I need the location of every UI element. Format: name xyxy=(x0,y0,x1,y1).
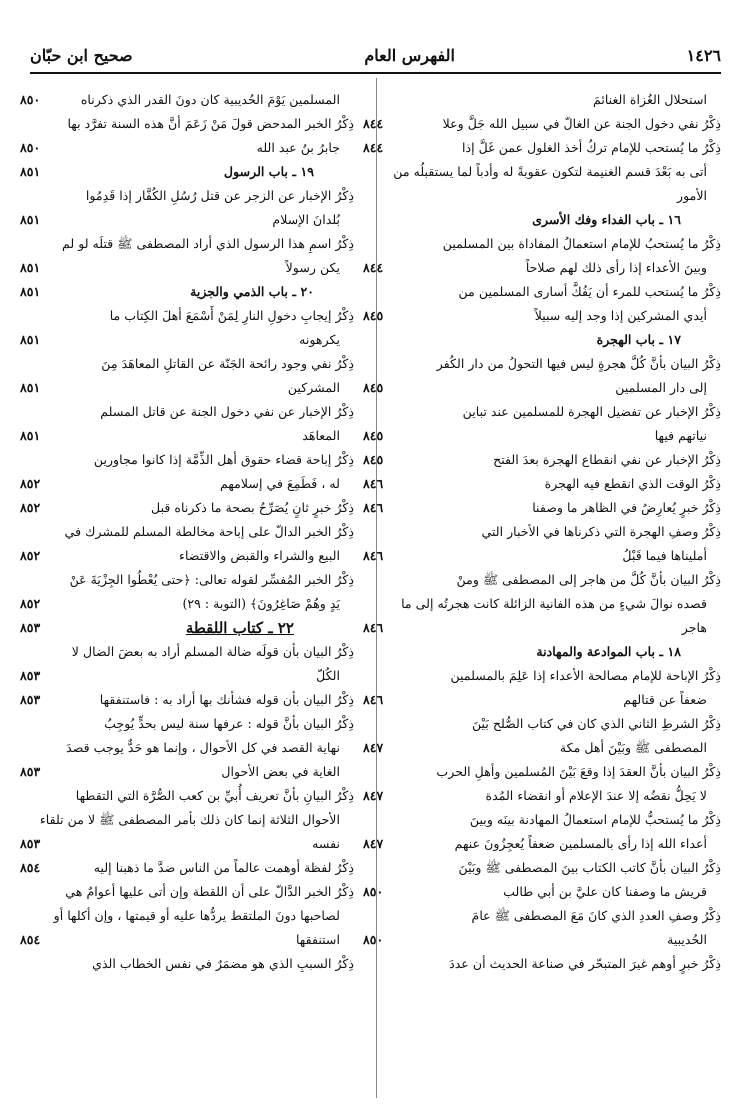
entry-text: ذِكْرُ السببِ الذي هو مضمَرٌ في نفس الخطاب الذي xyxy=(92,956,354,971)
index-column-left xyxy=(20,88,354,976)
page-header xyxy=(30,40,721,70)
index-entry-line xyxy=(30,184,354,208)
index-entry-line xyxy=(20,928,354,952)
index-entry-line xyxy=(20,832,354,856)
entry-text: ١٦ ـ باب الفداء وفك الأسرى xyxy=(532,212,681,227)
entry-text: ذِكْرُ نفي دخول الجنة عن الغالّ في سبيل الله جَلَّ وعلا xyxy=(442,116,721,131)
entry-page-number: ٨٥٠ xyxy=(363,884,384,899)
entry-page-number: ٨٤٦ xyxy=(363,620,384,635)
index-entry-line xyxy=(363,136,721,160)
entry-text: جابرُ بنُ عبد الله xyxy=(256,140,340,155)
entry-text: نياتهم فيها xyxy=(654,428,707,443)
entry-text: ذِكْرُ الخبر الدَّالّ على أن اللقطة وإن أتى عليها أعوامٌ هي xyxy=(65,884,354,899)
index-entry-line xyxy=(363,304,721,328)
index-entry-line xyxy=(363,112,721,136)
index-entry-line xyxy=(20,472,354,496)
entry-text: قصده نوالَ شيءٍ من هذه الفانية الزائلة كانت هجرتُه إلى ما xyxy=(401,596,707,611)
index-entry-line xyxy=(20,544,354,568)
entry-text: البيع والشراء والقبض والاقتضاء xyxy=(179,548,340,563)
entry-text: المعاهَد xyxy=(302,428,340,443)
section-title: الفهرس العام xyxy=(364,45,455,65)
index-entry-line xyxy=(30,400,354,424)
entry-text: قريش ما وصفنا كان عليَّ بن أبي طالب xyxy=(503,884,707,899)
entry-page-number: ٨٥٤ xyxy=(20,932,41,947)
index-entry-line xyxy=(20,376,354,400)
index-entry-line xyxy=(401,640,721,664)
index-entry-line xyxy=(401,400,721,424)
index-entry-line xyxy=(363,472,721,496)
entry-text: ذِكْرُ البيان بأنَّ العقدَ إذا وقعَ بَيْنَ المُسلمين وأهلِ الحرب xyxy=(436,764,721,779)
index-entry-line xyxy=(30,784,354,808)
index-entry-line xyxy=(401,352,721,376)
entry-text: أيدي المشركين إذا وجد إليه سبيلاً xyxy=(534,308,707,323)
entry-page-number: ٨٥٢ xyxy=(20,500,41,515)
entry-page-number: ٨٤٤ xyxy=(363,140,384,155)
entry-text: ذِكْرُ البيان بأنَّ كُلَّ هجرةٍ ليس فيها التحولُ من دار الكُفر xyxy=(436,356,721,371)
index-entry-line xyxy=(20,664,354,688)
entry-page-number: ٨٤٦ xyxy=(363,548,384,563)
index-entry-line xyxy=(363,784,721,808)
entry-page-number: ٨٥١ xyxy=(20,428,41,443)
index-entry-line xyxy=(363,688,721,712)
index-entry-line xyxy=(20,856,354,880)
index-entry-line xyxy=(20,280,354,304)
entry-text: أعداء الله إذا رأى بالمسلمين ضعفاً يُعجِزُونَ عنهم xyxy=(454,836,707,851)
entry-page-number: ٨٥٤ xyxy=(20,860,41,875)
entry-text: الأحوال الثلاثة إنما كان ذلك بأمر المصطفى ﷺ لا من تلقاء xyxy=(39,812,340,827)
index-entry-line xyxy=(363,616,721,640)
entry-text: الحُديبية xyxy=(667,932,707,947)
entry-text: ذِكْرُ البيان بأنَّ كُلَّ من هاجر إلى المصطفى ﷺ ومنْ xyxy=(456,572,721,587)
index-entry-line xyxy=(363,736,721,760)
index-entry-line xyxy=(401,280,721,304)
entry-text: ذِكْرُ الإخبار عن الزجر عن قتل رُسُلِ الكُفَّار إذا قَدِمُوا xyxy=(85,188,354,203)
entry-page-number: ٨٥٢ xyxy=(20,596,41,611)
index-entry-line xyxy=(20,328,354,352)
index-entry-line xyxy=(401,664,721,688)
entry-text: لصاحبها دونَ الملتقط يردُّها عليه أو قيمتها ، وإن أكلها أو xyxy=(53,908,340,923)
index-entry-line xyxy=(20,136,354,160)
index-entry-line xyxy=(363,256,721,280)
entry-text: يَدٍ وهُمْ صَاغِرُونَ﴾ (التوبة : ٢٩) xyxy=(182,596,340,611)
index-entry-line xyxy=(20,160,354,184)
entry-text: يكرهونه xyxy=(299,332,340,347)
entry-page-number: ٨٤٤ xyxy=(363,116,384,131)
index-entry-line xyxy=(363,832,721,856)
entry-text: إلى دار المسلمين xyxy=(615,380,707,395)
entry-text: المسلمين يَوْمَ الحُديبية كان دونَ القدر الذي ذكرناه xyxy=(80,92,340,107)
index-column-right xyxy=(363,88,721,976)
index-entry-line xyxy=(363,496,721,520)
index-entry-line xyxy=(401,88,721,112)
index-entry-line xyxy=(20,256,354,280)
index-entry-line xyxy=(30,112,354,136)
entry-page-number: ٨٤٥ xyxy=(363,428,384,443)
entry-page-number: ٨٤٧ xyxy=(363,788,384,803)
index-entry-line xyxy=(401,568,721,592)
index-entry-line xyxy=(30,736,354,760)
entry-page-number: ٨٥١ xyxy=(20,164,41,179)
index-entry-line xyxy=(30,304,354,328)
index-entry-line xyxy=(30,520,354,544)
entry-text: ذِكْرُ ما يُستحبُّ للإمام استعمالُ المهادنة بينَه وبينَ xyxy=(469,812,721,827)
index-entry-line xyxy=(30,808,354,832)
index-entry-line xyxy=(401,592,721,616)
entry-text: استنفقها xyxy=(295,932,340,947)
entry-page-number: ٨٤٧ xyxy=(363,740,384,755)
index-entry-line xyxy=(20,424,354,448)
entry-page-number: ٨٥١ xyxy=(20,260,41,275)
entry-text: ١٧ ـ باب الهجرة xyxy=(596,332,681,347)
entry-page-number: ٨٤٧ xyxy=(363,836,384,851)
index-entry-line xyxy=(363,448,721,472)
entry-text: يكن رسولاً xyxy=(285,260,340,275)
entry-text: ذِكْرُ خبرٍ ثانٍ يُصَرِّحُ بصحة ما ذكرناه قبل xyxy=(151,500,354,515)
entry-text: ذِكْرُ خبرٍ يُعارِضُ في الظاهر ما وصفنا xyxy=(532,500,721,515)
header-rule xyxy=(30,72,721,74)
entry-text: ذِكْرُ إباحة قضاء حقوق أهل الذِّمَّة إذا كانوا مجاورين xyxy=(93,452,354,467)
entry-page-number: ٨٥١ xyxy=(20,380,41,395)
entry-text: ذِكْرُ ما يُستحب للمرء أن يَفُكَّ أسارى المسلمين من xyxy=(458,284,721,299)
entry-text: نهاية القصد في كل الأحوال ، وإنما هو حَدٌّ يوجب قصدَ xyxy=(66,740,340,755)
index-entry-line xyxy=(401,952,721,976)
entry-page-number: ٨٥٣ xyxy=(20,836,41,851)
entry-text: لا يَحِلُّ نقضُه إلا عندَ الإعلام أو انقضاء المُدة xyxy=(485,788,707,803)
index-entry-line xyxy=(401,232,721,256)
book-title: صحيح ابن حبّان xyxy=(30,45,133,65)
entry-text: له ، فَطَمِعَ في إسلامهم xyxy=(219,476,340,491)
index-entry-line xyxy=(30,904,354,928)
entry-text: ذِكْرُ الشرطِ الثاني الذي كان في كتاب الصُّلح بَيْنَ xyxy=(471,716,721,731)
entry-page-number: ٨٥٣ xyxy=(20,668,41,683)
index-entry-line xyxy=(30,952,354,976)
entry-page-number: ٨٥٢ xyxy=(20,548,41,563)
entry-page-number: ٨٥٠ xyxy=(20,140,41,155)
index-entry-line xyxy=(401,712,721,736)
index-entry-line xyxy=(401,520,721,544)
index-entry-line xyxy=(363,544,721,568)
index-entry-line xyxy=(20,496,354,520)
entry-page-number: ٨٤٦ xyxy=(363,476,384,491)
index-entry-line xyxy=(401,184,721,208)
entry-text: ذِكْرُ الإخبار عن تفضيل الهجرة للمسلمين عند تباين xyxy=(462,404,721,419)
index-entry-line xyxy=(363,424,721,448)
entry-text: أتى به بَعْدَ قسم الغنيمة لتكون عقوبةً له وأدباً لما يستقبلُه من xyxy=(393,164,707,179)
entry-page-number: ٨٥١ xyxy=(20,284,41,299)
index-entry-line xyxy=(20,592,354,616)
entry-text: الغاية في بعض الأحوال xyxy=(221,764,340,779)
entry-text: ذِكْرُ ما يُستحب للإمام تركُ أخذ الغلول عمن غَلَّ إذا xyxy=(461,140,721,155)
entry-page-number: ٨٥٣ xyxy=(20,692,41,707)
index-entry-line xyxy=(401,208,721,232)
entry-page-number: ٨٤٥ xyxy=(363,452,384,467)
entry-text: وبينَ الأعداء إذا رأى ذلك لهم صلاحاً xyxy=(525,260,707,275)
index-entry-line xyxy=(30,568,354,592)
entry-page-number: ٨٤٥ xyxy=(363,308,384,323)
index-entry-line xyxy=(30,352,354,376)
entry-text: ذِكْرُ الإخبار عن نفي دخول الجنة عن قاتل المسلم xyxy=(100,404,354,419)
entry-page-number: ٨٤٦ xyxy=(363,692,384,707)
entry-text: ذِكْرُ اسمِ هذا الرسول الذي أراد المصطفى ﷺ قتلَه لو لم xyxy=(61,236,354,251)
index-entry-line xyxy=(20,88,354,112)
entry-text: ذِكْرُ البيانِ بأنَّ تعريف أُبيِّ بن كعب الصُّرَّة التي التقطها xyxy=(75,788,354,803)
entry-page-number: ٨٥٣ xyxy=(20,764,41,779)
entry-page-number: ٨٥١ xyxy=(20,332,41,347)
index-entry-line xyxy=(30,640,354,664)
entry-text: ١٨ ـ باب الموادعة والمهادنة xyxy=(536,644,681,659)
entry-text: ٢٠ ـ باب الذمي والجزية xyxy=(190,284,314,299)
entry-text: هاجر xyxy=(681,620,707,635)
index-entry-line xyxy=(401,808,721,832)
entry-text: ذِكْرُ إيجابِ دخولِ النارِ لِمَنْ أَسْمَعَ أهلَ الكِتاب ما xyxy=(109,308,354,323)
index-entry-line xyxy=(401,760,721,784)
entry-page-number: ٨٥٠ xyxy=(20,92,41,107)
entry-text: بُلدانَ الإسلام xyxy=(272,212,340,227)
index-entry-line xyxy=(30,232,354,256)
entry-text: ذِكْرُ الوقت الذي انقطع فيه الهجرة xyxy=(544,476,721,491)
entry-text: ذِكْرُ البيان بأنَّ كاتب الكتاب بينَ المصطفى ﷺ وبَيْنَ xyxy=(458,860,721,875)
index-entry-line xyxy=(20,616,354,640)
entry-text: المصطفى ﷺ وبَيْنَ أهل مكة xyxy=(559,740,707,755)
index-entry-line xyxy=(20,760,354,784)
entry-text: الكُلّ xyxy=(316,668,340,683)
entry-text: ذِكْرُ وصفِ العددِ الذي كانَ مَعَ المصطفى ﷺ عامَ xyxy=(471,908,721,923)
entry-text: ضعفاً عن قتالهم xyxy=(623,692,707,707)
entry-text: ذِكْرُ الإباحة للإمام مصالحة الأعداء إذا عَلِمَ بالمسلمين xyxy=(450,668,721,683)
entry-page-number: ٨٤٦ xyxy=(363,500,384,515)
entry-text: المشركين xyxy=(287,380,340,395)
entry-page-number: ٨٥٣ xyxy=(20,620,41,635)
entry-text: ذِكْرُ البيان بأن قولَه ضالة المسلم أراد به بعضَ الضال لا xyxy=(71,644,354,659)
entry-text: الأمور xyxy=(676,188,707,203)
entry-text: ٢٢ ـ كتاب اللقطة xyxy=(185,619,294,637)
entry-text: نفسه xyxy=(312,836,340,851)
entry-page-number: ٨٥٢ xyxy=(20,476,41,491)
entry-text: ذِكْرُ البيان بأنَّ قوله : عرفها سنة ليس بحدٍّ يُوجِبُ xyxy=(104,716,354,731)
entry-text: ١٩ ـ باب الرسول xyxy=(223,164,314,179)
entry-text: ذِكْرُ الخبر الدالّ على إباحة مخالطة المسلم للمشرك في xyxy=(64,524,354,539)
index-entry-line xyxy=(401,328,721,352)
index-entry-line xyxy=(401,856,721,880)
entry-page-number: ٨٥١ xyxy=(20,212,41,227)
index-entry-line xyxy=(30,712,354,736)
entry-text: ذِكْرُ نفي وجود رائحة الجَنّة عن القاتلِ المعاهَدَ مِنَ xyxy=(101,356,354,371)
index-entry-line xyxy=(363,928,721,952)
index-entry-line xyxy=(393,160,721,184)
entry-text: ذِكْرُ خبرٍ أوهم غيرَ المتبحّر في صناعة الحديث أن عددَ xyxy=(449,956,721,971)
index-entry-line xyxy=(30,880,354,904)
entry-text: استحلال الغُزاة الغنائمَ xyxy=(592,92,707,107)
entry-text: ذِكْرُ البيان بأن قوله فشأنك بها أراد به : فاستنفقها xyxy=(99,692,354,707)
index-entry-line xyxy=(363,880,721,904)
entry-page-number: ٨٤٤ xyxy=(363,260,384,275)
entry-text: ذِكْرُ لفظة أوهمت عالماً من الناس ضدَّ ما ذهبنا إليه xyxy=(93,860,354,875)
entry-page-number: ٨٥٠ xyxy=(363,932,384,947)
index-entry-line xyxy=(20,208,354,232)
entry-text: ذِكْرُ الإخبار عن نفي انقطاع الهجرة بعدَ الفتح xyxy=(493,452,721,467)
entry-text: أمليناها فيما قَبْلُ xyxy=(622,548,707,563)
index-entry-line xyxy=(363,376,721,400)
entry-text: ذِكْرُ الخبر المدحض قولَ مَنْ زَعَمَ أنَّ هذه السنة تفرَّد بها xyxy=(67,116,354,131)
entry-text: ذِكْرُ وصفِ الهجرة التي ذكرناها في الأخبار التي xyxy=(481,524,721,539)
page-number: ١٤٢٦ xyxy=(686,45,721,65)
index-entry-line xyxy=(20,688,354,712)
entry-page-number: ٨٤٥ xyxy=(363,380,384,395)
entry-text: ذِكْرُ الخبر المُفسِّر لقوله تعالى: ﴿حتى يُعْطُوا الجِزْيَةَ عَنْ xyxy=(69,572,354,587)
index-entry-line xyxy=(401,904,721,928)
entry-text: ذِكْرُ ما يُستحبُ للإمام استعمالُ المفاداة بين المسلمين xyxy=(442,236,721,251)
index-entry-line xyxy=(30,448,354,472)
